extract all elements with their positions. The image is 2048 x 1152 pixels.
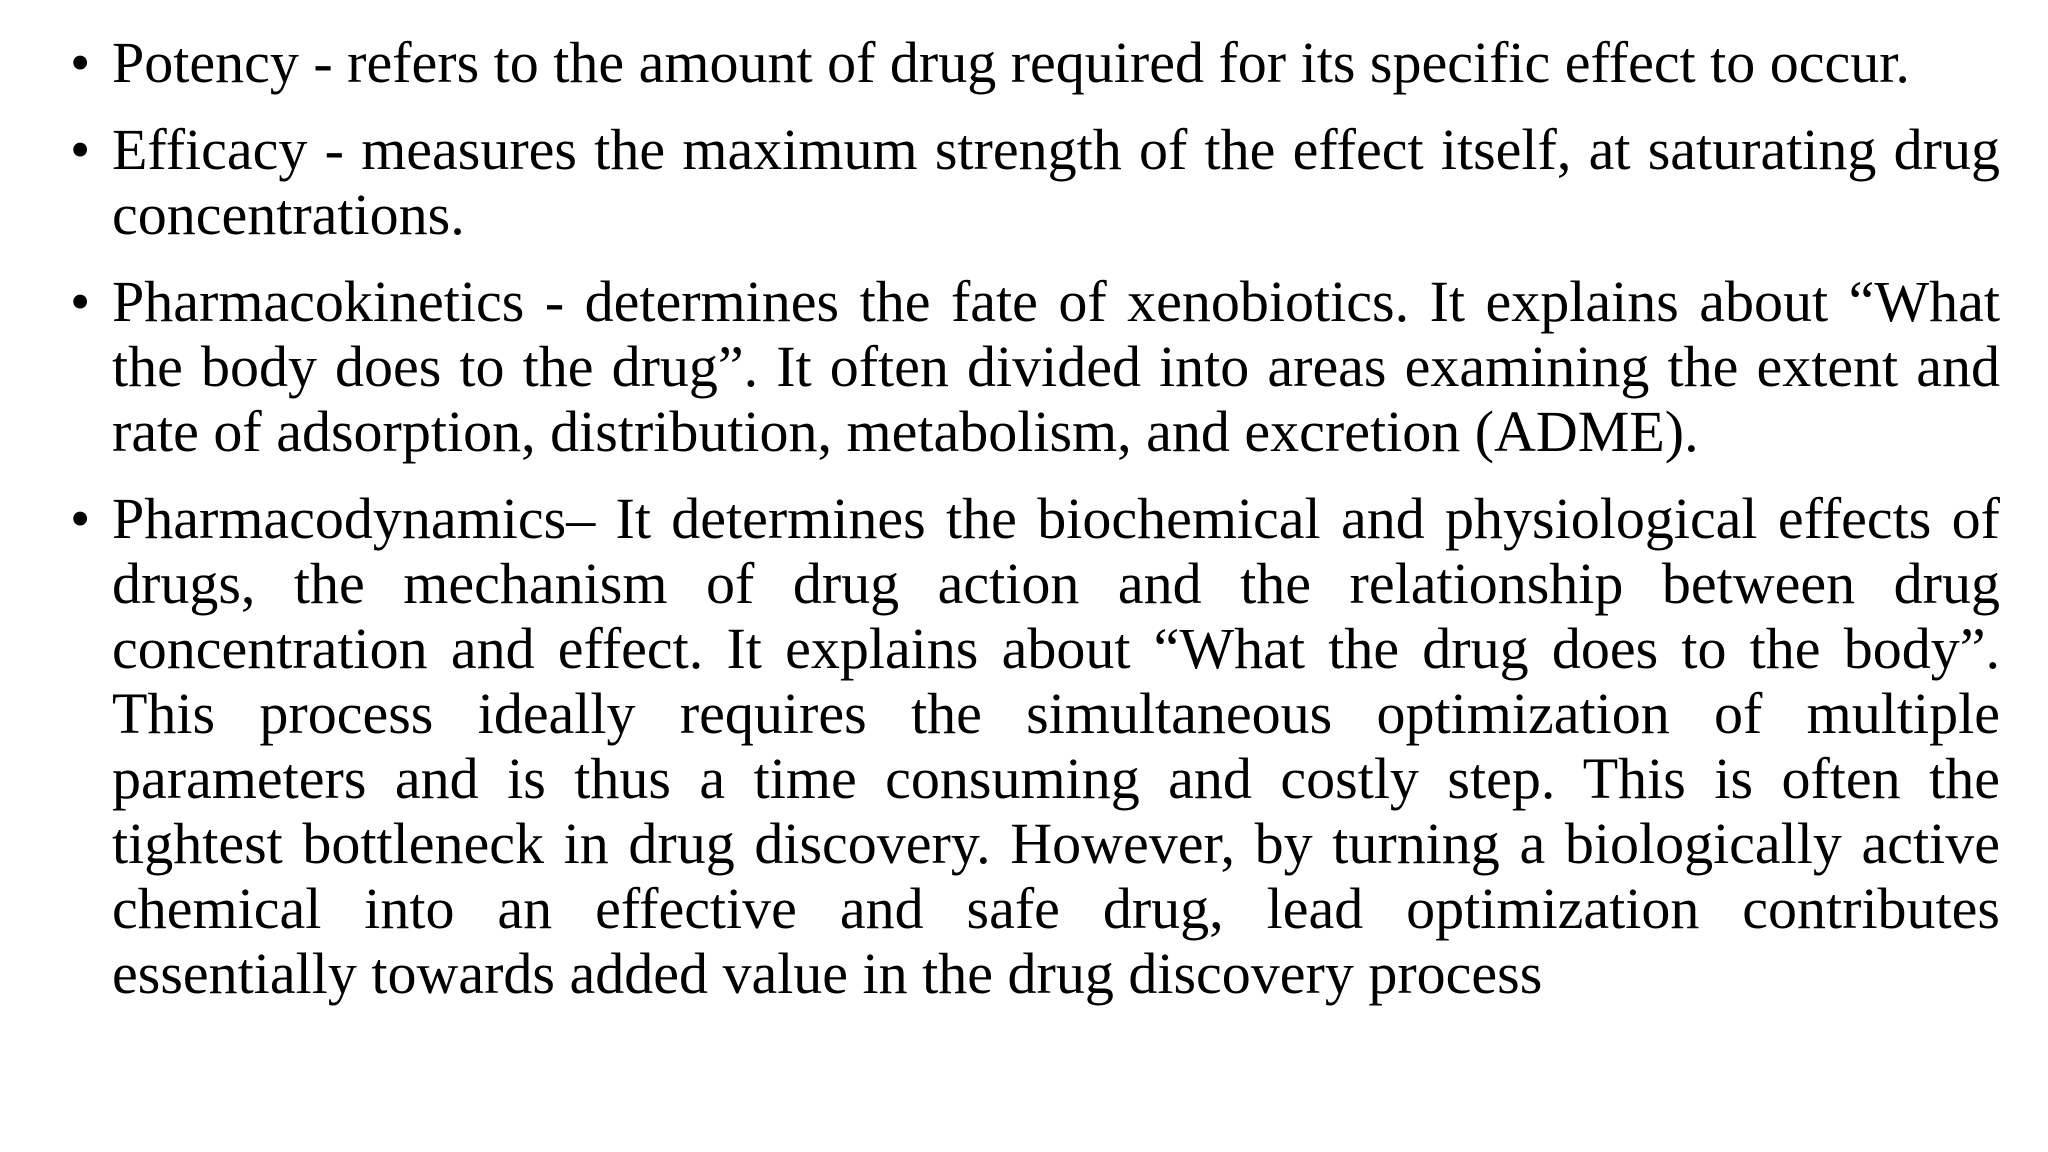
bullet-icon: •: [70, 30, 91, 95]
bullet-item-efficacy: [70, 117, 2000, 247]
bullet-list: [70, 30, 2000, 1028]
bullet-text: Efficacy - measures the maximum strength of the effect itself, at saturating drug concentrations.: [112, 117, 2000, 247]
bullet-item-potency: [70, 30, 2000, 95]
bullet-item-pharmacokinetics: [70, 269, 2000, 464]
bullet-icon: •: [70, 117, 91, 182]
bullet-text: Pharmacodynamics– It determines the biochemical and physiological effects of drugs, the mechanism of drug action and the relationship between drug concentration and effect. It explains about “What the drug does to the body”. This process ideally requires the simultaneous optimization of multiple parameters and is thus a time consuming and costly step. This is often the tightest bottleneck in drug discovery. However, by turning a biologically active chemical into an effective and safe drug, lead optimization contributes essentially towards added value in the drug discovery process: [112, 486, 2000, 1006]
bullet-text: Potency - refers to the amount of drug required for its specific effect to occur.: [112, 30, 1910, 95]
bullet-text: Pharmacokinetics - determines the fate of xenobiotics. It explains about “What the body does to the drug”. It often divided into areas examining the extent and rate of adsorption, distribution, metabolism, and excretion (ADME).: [112, 269, 2000, 464]
bullet-icon: •: [70, 269, 91, 334]
bullet-icon: •: [70, 486, 91, 551]
bullet-item-pharmacodynamics: [70, 486, 2000, 1006]
